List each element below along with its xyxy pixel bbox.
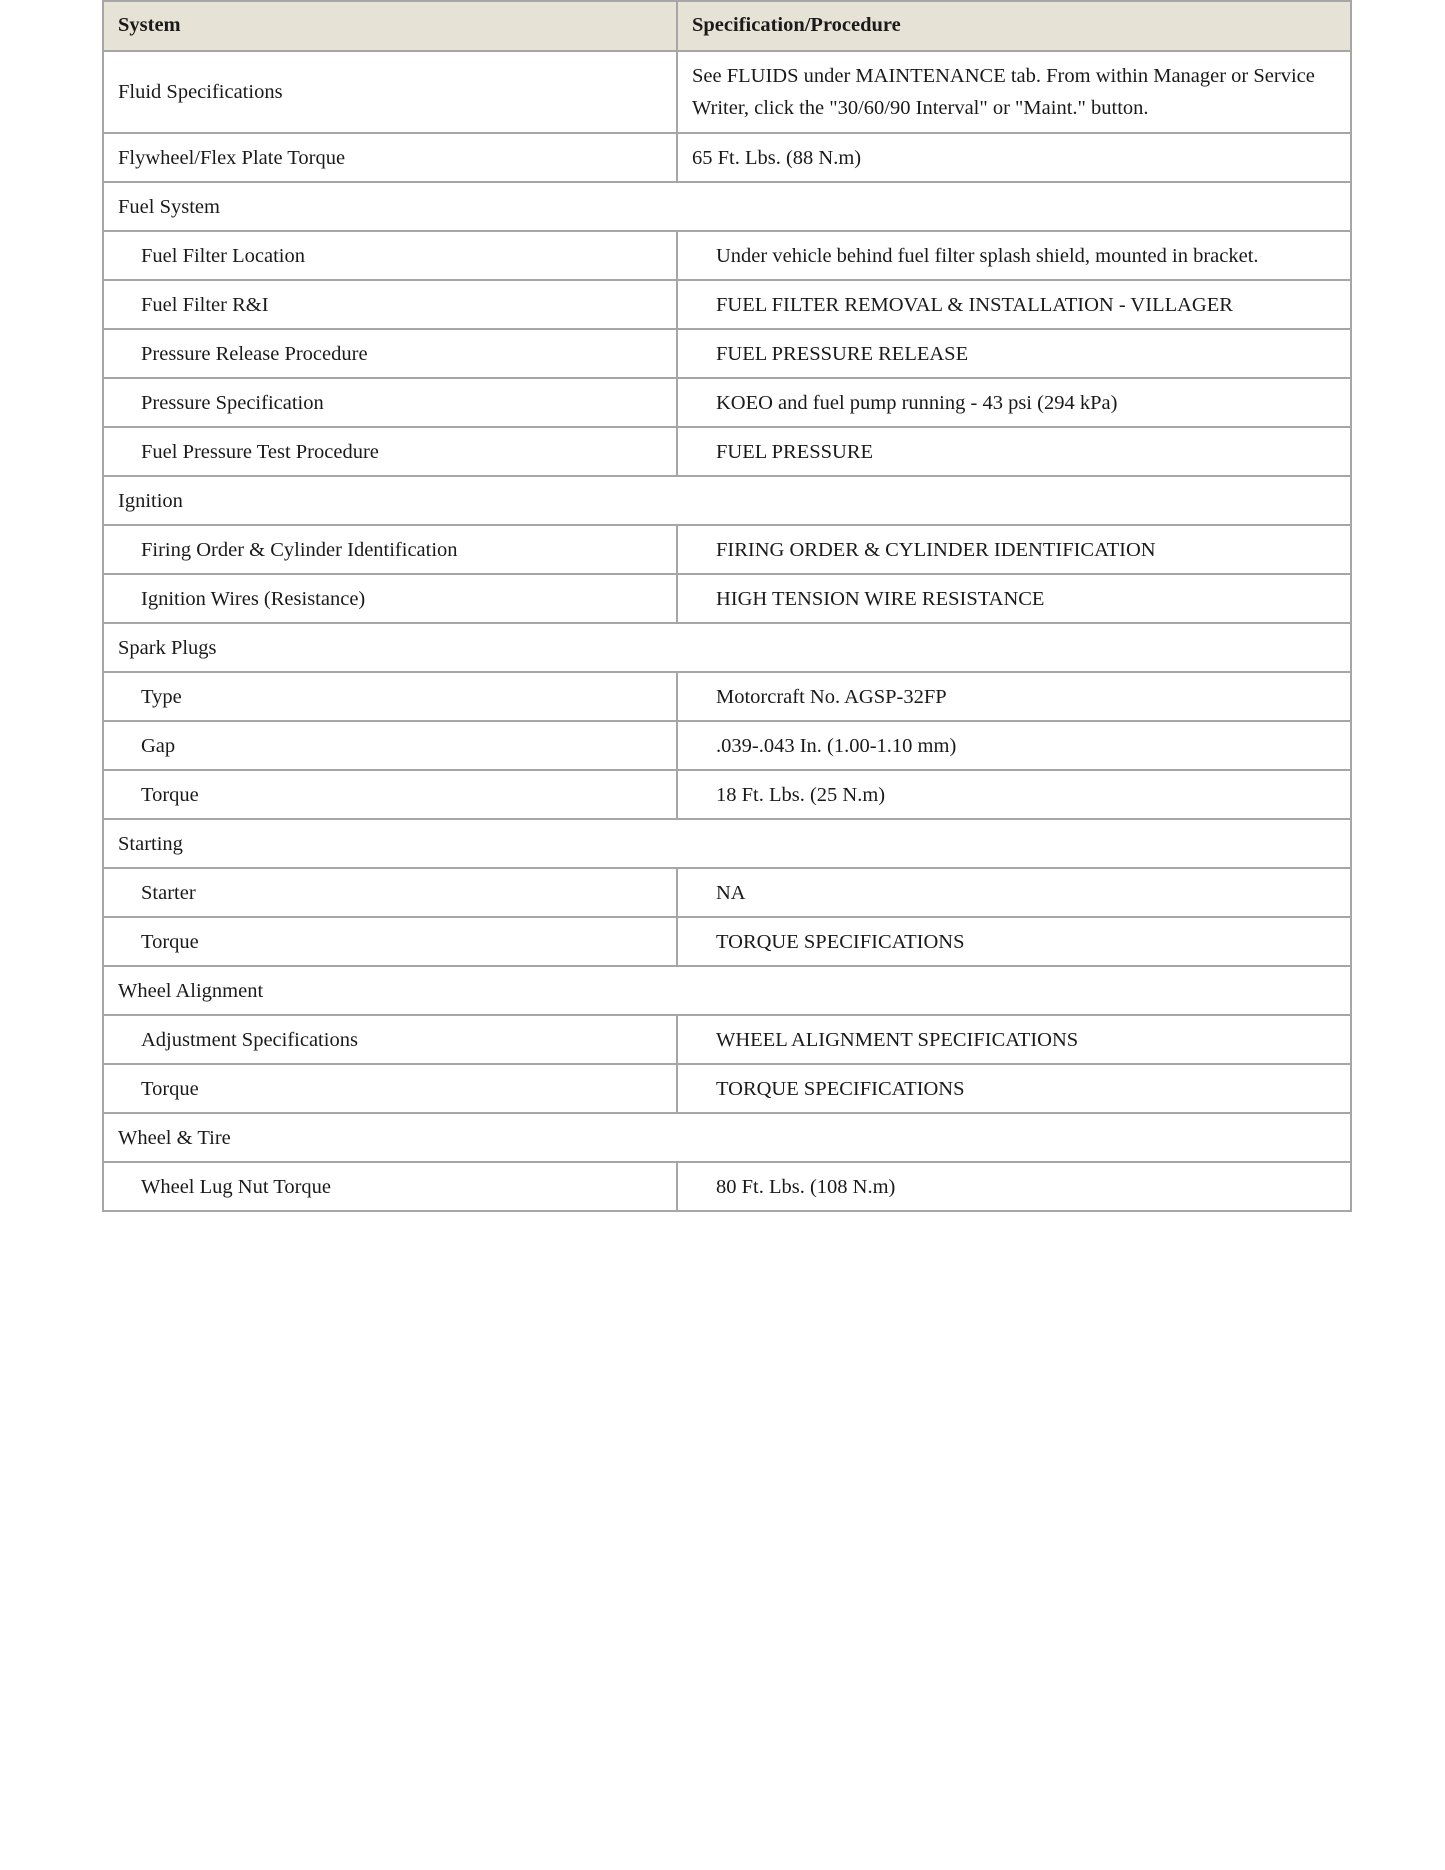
spec-cell: Under vehicle behind fuel filter splash shield, mounted in bracket. <box>677 231 1351 280</box>
table-row <box>103 1064 1351 1113</box>
section-row <box>103 1113 1351 1162</box>
spec-cell: .039-.043 In. (1.00-1.10 mm) <box>677 721 1351 770</box>
table-row <box>103 329 1351 378</box>
table-row <box>103 770 1351 819</box>
section-row <box>103 476 1351 525</box>
spec-cell: FIRING ORDER & CYLINDER IDENTIFICATION <box>677 525 1351 574</box>
header-row <box>103 1 1351 51</box>
spec-cell: KOEO and fuel pump running - 43 psi (294 kPa) <box>677 378 1351 427</box>
system-cell: Torque <box>103 770 677 819</box>
system-cell: Adjustment Specifications <box>103 1015 677 1064</box>
spec-cell: Motorcraft No. AGSP-32FP <box>677 672 1351 721</box>
system-cell: Torque <box>103 917 677 966</box>
spec-cell: 80 Ft. Lbs. (108 N.m) <box>677 1162 1351 1211</box>
system-cell: Wheel Lug Nut Torque <box>103 1162 677 1211</box>
spec-cell: TORQUE SPECIFICATIONS <box>677 1064 1351 1113</box>
system-cell: Starter <box>103 868 677 917</box>
column-header-system: System <box>103 1 677 51</box>
system-cell: Gap <box>103 721 677 770</box>
table-row <box>103 868 1351 917</box>
spec-cell: WHEEL ALIGNMENT SPECIFICATIONS <box>677 1015 1351 1064</box>
table-row <box>103 1015 1351 1064</box>
table-row <box>103 574 1351 623</box>
table-row <box>103 231 1351 280</box>
system-cell: Fluid Specifications <box>103 51 677 133</box>
section-title: Fuel System <box>103 182 1351 231</box>
table-row <box>103 525 1351 574</box>
table-body <box>103 51 1351 1211</box>
section-title: Wheel Alignment <box>103 966 1351 1015</box>
table-header <box>103 1 1351 51</box>
section-title: Ignition <box>103 476 1351 525</box>
section-title: Spark Plugs <box>103 623 1351 672</box>
section-row <box>103 182 1351 231</box>
system-cell: Fuel Pressure Test Procedure <box>103 427 677 476</box>
spec-cell: NA <box>677 868 1351 917</box>
table-row <box>103 280 1351 329</box>
spec-cell: FUEL PRESSURE <box>677 427 1351 476</box>
table-row <box>103 672 1351 721</box>
system-cell: Pressure Specification <box>103 378 677 427</box>
system-cell: Fuel Filter Location <box>103 231 677 280</box>
section-row <box>103 819 1351 868</box>
system-cell: Pressure Release Procedure <box>103 329 677 378</box>
system-cell: Ignition Wires (Resistance) <box>103 574 677 623</box>
table-row <box>103 133 1351 182</box>
specifications-table <box>102 0 1352 1212</box>
section-row <box>103 966 1351 1015</box>
table-row <box>103 1162 1351 1211</box>
section-row <box>103 623 1351 672</box>
spec-cell: 65 Ft. Lbs. (88 N.m) <box>677 133 1351 182</box>
spec-cell: FUEL FILTER REMOVAL & INSTALLATION - VILLAGER <box>677 280 1351 329</box>
spec-cell: HIGH TENSION WIRE RESISTANCE <box>677 574 1351 623</box>
spec-cell: 18 Ft. Lbs. (25 N.m) <box>677 770 1351 819</box>
spec-cell: See FLUIDS under MAINTENANCE tab. From within Manager or Service Writer, click the "30/60/90 Interval" or "Maint." button. <box>677 51 1351 133</box>
spec-cell: TORQUE SPECIFICATIONS <box>677 917 1351 966</box>
section-title: Starting <box>103 819 1351 868</box>
table-row <box>103 427 1351 476</box>
table-row <box>103 917 1351 966</box>
column-header-specification: Specification/Procedure <box>677 1 1351 51</box>
system-cell: Flywheel/Flex Plate Torque <box>103 133 677 182</box>
table-row <box>103 51 1351 133</box>
system-cell: Torque <box>103 1064 677 1113</box>
system-cell: Type <box>103 672 677 721</box>
system-cell: Fuel Filter R&I <box>103 280 677 329</box>
table-row <box>103 378 1351 427</box>
section-title: Wheel & Tire <box>103 1113 1351 1162</box>
system-cell: Firing Order & Cylinder Identification <box>103 525 677 574</box>
spec-cell: FUEL PRESSURE RELEASE <box>677 329 1351 378</box>
table-row <box>103 721 1351 770</box>
